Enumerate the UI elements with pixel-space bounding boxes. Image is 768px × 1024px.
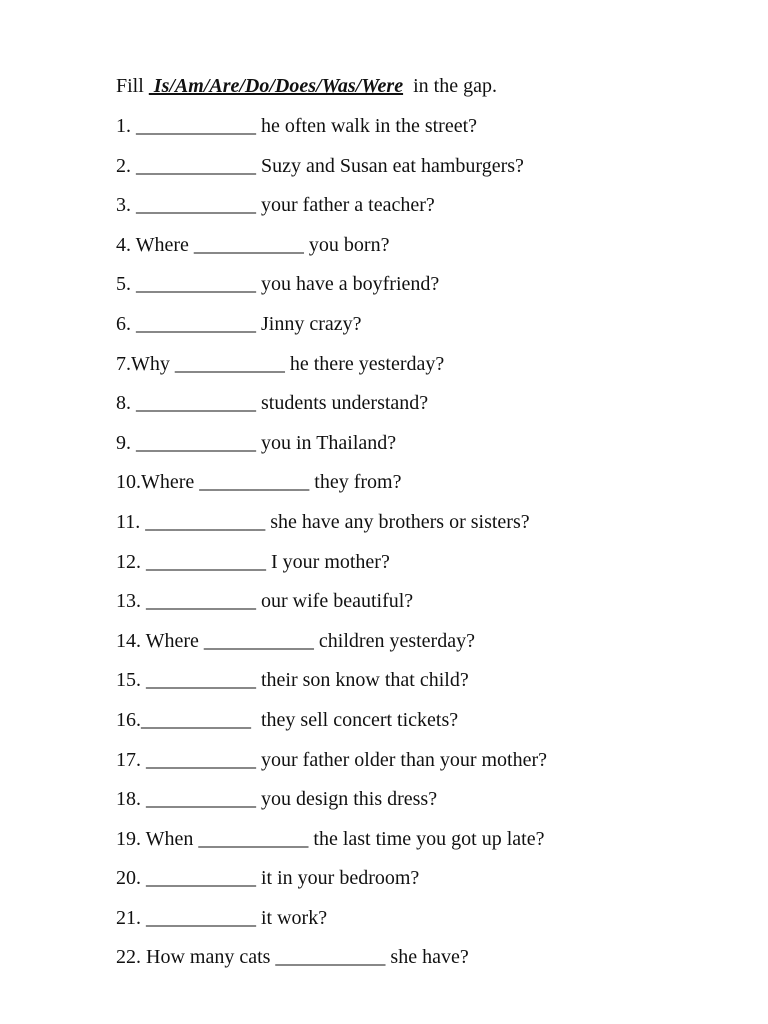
exercise-item-5: 5. ____________ you have a boyfriend? — [116, 273, 440, 296]
instruction-suffix: in the gap. — [403, 75, 497, 97]
exercise-item-17: 17. ___________ your father older than your mother? — [116, 748, 548, 771]
exercise-item-2: 2. ____________ Suzy and Susan eat hamburgers? — [116, 154, 524, 177]
exercise-item-1: 1. ____________ he often walk in the street? — [116, 115, 478, 137]
exercise-item-10: 10.Where ___________ they from? — [116, 471, 402, 494]
exercise-item-20: 20. ___________ it in your bedroom? — [116, 867, 420, 890]
exercise-item-22: 22. How many cats ___________ she have? — [116, 946, 469, 969]
exercise-item-16: 16.___________ they sell concert tickets? — [116, 708, 459, 731]
instruction-line — [116, 72, 736, 112]
exercise-list — [116, 112, 736, 983]
exercise-item-8: 8. ____________ students understand? — [116, 392, 429, 415]
exercise-item-21: 21. ___________ it work? — [116, 906, 328, 929]
exercise-item-4: 4. Where ___________ you born? — [116, 233, 390, 256]
exercise-item-12: 12. ____________ I your mother? — [116, 550, 390, 573]
exercise-item-3: 3. ____________ your father a teacher? — [116, 194, 435, 217]
exercise-item-18: 18. ___________ you design this dress? — [116, 788, 438, 811]
exercise-item-13: 13. ___________ our wife beautiful? — [116, 590, 414, 613]
exercise-item-14: 14. Where ___________ children yesterday? — [116, 629, 475, 652]
exercise-item-7: 7.Why ___________ he there yesterday? — [116, 352, 445, 375]
instruction-word-list: Is/Am/Are/Do/Does/Was/Were — [148, 75, 404, 97]
exercise-item-11: 11. ____________ she have any brothers or sisters? — [116, 510, 530, 533]
instruction-prefix: Fill — [116, 75, 149, 97]
exercise-item-6: 6. ____________ Jinny crazy? — [116, 312, 362, 335]
worksheet — [116, 72, 736, 983]
exercise-item-19: 19. When ___________ the last time you got up late? — [116, 827, 545, 850]
exercise-item-15: 15. ___________ their son know that child? — [116, 669, 469, 692]
exercise-item-9: 9. ____________ you in Thailand? — [116, 431, 397, 454]
